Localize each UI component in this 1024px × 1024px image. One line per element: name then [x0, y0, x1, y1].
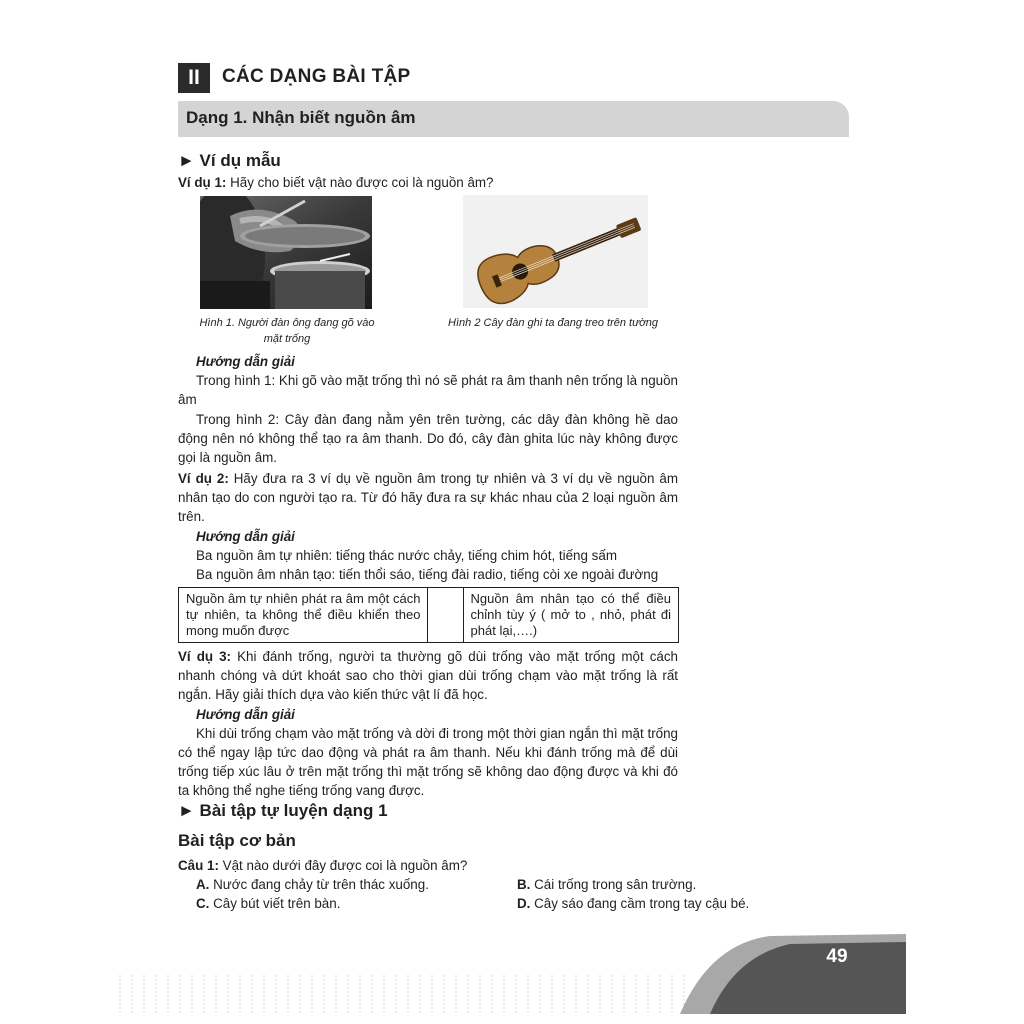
table-cell-artificial: Nguồn âm nhân tạo có thể điều chỉnh tùy ý ( mở to , nhỏ, phát đi phát lại,….): [463, 588, 678, 643]
exercises-heading: ► Bài tập tự luyện dạng 1: [178, 801, 388, 820]
footer-dotted-lines: [118, 975, 718, 1015]
section-number-box: II: [178, 63, 210, 93]
topic-title: Dạng 1. Nhận biết nguồn âm: [186, 108, 416, 127]
page-number: 49: [826, 946, 848, 967]
section-title: CÁC DẠNG BÀI TẬP: [222, 66, 411, 87]
example-3-label: Ví dụ 3:: [178, 649, 232, 664]
solution-heading: Hướng dẫn giải: [196, 706, 295, 722]
question-1: [178, 856, 467, 875]
guitar-image: [463, 195, 648, 308]
figure-1-caption: [184, 315, 390, 347]
example-1-solution: [178, 352, 678, 467]
solution-paragraph: Khi dùi trống chạm vào mặt trống và dời đi trong một thời gian ngắn thì mặt trống có thể ngay lập tức dao động và phát ra âm thanh. Nếu khi đánh trống mà để dùi trống tiếp xúc lâu ở trên mặt trống thì mặt trống sẽ không dao động được và khi đó ta không thể nghe tiếng trống vang được.: [178, 725, 678, 799]
example-3-text: Khi đánh trống, người ta thường gõ dùi trống vào mặt trống một cách nhanh chóng và dứt khoát sao cho thời gian dùi trống chạm vào mặt trống là rất ngắn. Hãy giải thích dựa vào kiến thức vật lí đã học.: [178, 649, 678, 703]
option-c: [196, 894, 340, 913]
solution-paragraph: Ba nguồn âm tự nhiên: tiếng thác nước chảy, tiếng chim hót, tiếng sấm: [196, 547, 617, 563]
figure-1-caption-line2: mặt trống: [263, 333, 311, 345]
option-d-text: Cây sáo đang cầm trong tay cậu bé.: [534, 896, 750, 911]
examples-heading: ► Ví dụ mẫu: [178, 151, 281, 170]
option-d: [517, 894, 749, 913]
solution-paragraph: Trong hình 2: Cây đàn đang nằm yên trên tường, các dây đàn không hề dao động nên nó không thể tạo ra âm thanh. Do đó, cây đàn ghita lúc này không được gọi là nguồn âm.: [178, 411, 678, 466]
solution-heading: Hướng dẫn giải: [196, 528, 295, 544]
option-a-label: A.: [196, 877, 210, 892]
table-row: [179, 588, 679, 643]
table-cell-middle: [428, 588, 463, 643]
figure-1-caption-line1: Hình 1. Người đàn ông đang gõ vào: [199, 317, 375, 329]
example-2: [178, 469, 678, 584]
example-1-label: Ví dụ 1:: [178, 175, 227, 190]
option-a-text: Nước đang chảy từ trên thác xuống.: [213, 877, 429, 892]
option-b: [517, 875, 696, 894]
table-cell-natural: Nguồn âm tự nhiên phát ra âm một cách tự nhiên, ta không thể điều khiển theo mong muốn được: [179, 588, 428, 643]
comparison-table: [178, 587, 679, 643]
solution-paragraph: Ba nguồn âm nhân tạo: tiến thổi sáo, tiếng đài radio, tiếng còi xe ngoài đường: [196, 567, 659, 583]
example-1-text: Hãy cho biết vật nào được coi là nguồn âm?: [230, 175, 494, 190]
question-1-label: Câu 1:: [178, 858, 219, 873]
option-b-text: Cái trống trong sân trường.: [534, 877, 697, 892]
drummer-photo: [200, 196, 372, 309]
solution-paragraph: Trong hình 1: Khi gõ vào mặt trống thì nó sẽ phát ra âm thanh nên trống là nguồn âm: [178, 373, 678, 408]
example-3: [178, 647, 678, 801]
option-c-text: Cây bút viết trên bàn.: [213, 896, 341, 911]
example-1-question: [178, 173, 494, 192]
footer-wave-decoration: [680, 934, 906, 1014]
option-b-label: B.: [517, 877, 531, 892]
example-2-text: Hãy đưa ra 3 ví dụ về nguồn âm trong tự nhiên và 3 ví dụ về nguồn âm nhân tạo do con người tạo ra. Từ đó hãy đưa ra sự khác nhau của 2 loại nguồn âm trên.: [178, 471, 678, 525]
option-a: [196, 875, 429, 894]
basic-exercises-heading: Bài tập cơ bản: [178, 831, 296, 850]
figure-2-caption: Hình 2 Cây đàn ghi ta đang treo trên tường: [448, 317, 658, 329]
example-2-label: Ví dụ 2:: [178, 471, 229, 486]
option-d-label: D.: [517, 896, 531, 911]
solution-heading: Hướng dẫn giải: [196, 354, 295, 369]
question-1-text: Vật nào dưới đây được coi là nguồn âm?: [222, 858, 468, 873]
option-c-label: C.: [196, 896, 210, 911]
